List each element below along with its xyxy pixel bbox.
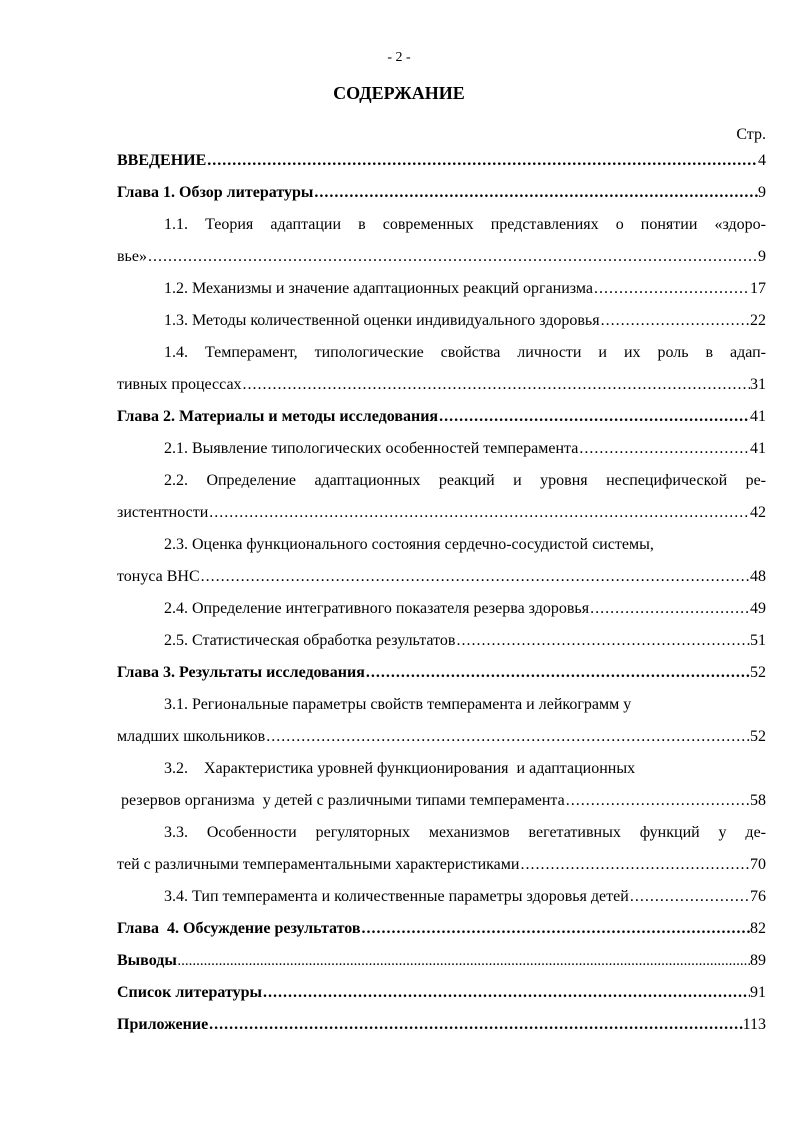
toc-entry-chapter-2[interactable] [117, 401, 766, 433]
toc-leader [147, 241, 758, 273]
toc-page: 41 [750, 408, 766, 425]
toc-leader [208, 497, 750, 529]
toc-page: 9 [758, 248, 766, 265]
toc-label: Список литературы [117, 984, 262, 1001]
toc-entry-2-1[interactable] [117, 433, 766, 465]
toc-label: Приложение [117, 1016, 209, 1033]
toc-label: младших школьников [117, 728, 266, 745]
toc-entry-chapter-1[interactable] [117, 177, 766, 209]
toc-entry-2-2-line2[interactable] [117, 497, 766, 529]
toc-entry-chapter-3[interactable] [117, 657, 766, 689]
toc-page: 31 [750, 376, 766, 393]
toc-leader [262, 977, 750, 1009]
toc-entry-1-3[interactable] [117, 305, 766, 337]
toc-entry-1-1-line2[interactable] [117, 241, 766, 273]
toc-label: Глава 2. Материалы и методы исследования [117, 408, 439, 425]
toc-page: 51 [750, 632, 766, 649]
toc-leader [361, 913, 750, 945]
toc-page: 41 [750, 440, 766, 457]
toc-entry-3-2-line2[interactable] [117, 785, 766, 817]
toc-entry-2-3-line1[interactable]: 2.3. Оценка функционального состояния сердечно-сосудистой системы, [164, 536, 654, 553]
toc-label: 2.1. Выявление типологических особенностей темперамента [164, 440, 579, 457]
toc-leader [208, 1009, 742, 1041]
toc-leader [313, 177, 758, 209]
toc-page: 4 [758, 152, 766, 169]
toc-label: ВВЕДЕНИЕ [117, 152, 207, 169]
toc-page: 52 [750, 664, 766, 681]
table-of-contents [117, 145, 766, 1041]
page-column-label: Стр. [736, 126, 766, 143]
toc-leader [438, 401, 750, 433]
toc-leader [365, 657, 750, 689]
toc-leader [265, 721, 750, 753]
toc-entry-2-3-line2[interactable] [117, 561, 766, 593]
toc-label: тонуса ВНС [117, 568, 200, 585]
toc-label: резервов организма у детей с различными типами темперамента [117, 792, 565, 809]
toc-leader [589, 593, 750, 625]
toc-label: 2.5. Статистическая обработка результатов [164, 632, 456, 649]
toc-page: 76 [750, 888, 766, 905]
toc-page: 58 [750, 792, 766, 809]
toc-entry-2-2-line1[interactable]: 2.2. Определение адаптационных реакций и уровня неспецифической ре- [164, 472, 766, 489]
toc-label: тей с различными темпераментальными характеристиками [117, 856, 520, 873]
toc-entry-1-2[interactable] [117, 273, 766, 305]
toc-entry-1-1-line1[interactable]: 1.1. Теория адаптации в современных представлениях о понятии «здоро- [164, 216, 766, 233]
toc-leader [565, 785, 750, 817]
toc-label: Глава 3. Результаты исследования [117, 664, 365, 681]
toc-leader [519, 849, 750, 881]
toc-entry-3-1-line1[interactable]: 3.1. Региональные параметры свойств темперамента и лейкограмм у [164, 696, 632, 713]
toc-entry-3-1-line2[interactable] [117, 721, 766, 753]
toc-entry-2-5[interactable] [117, 625, 766, 657]
toc-entry-1-4-line2[interactable] [117, 369, 766, 401]
page-title: СОДЕРЖАНИЕ [333, 83, 465, 103]
toc-page: 17 [750, 280, 766, 297]
toc-label: 1.3. Методы количественной оценки индивидуального здоровья [164, 312, 600, 329]
toc-leader [578, 433, 750, 465]
toc-page: 52 [750, 728, 766, 745]
toc-entry-chapter-4[interactable] [117, 913, 766, 945]
toc-entry-3-4[interactable] [117, 881, 766, 913]
page-number: - 2 - [387, 50, 411, 65]
toc-page: 89 [750, 952, 766, 969]
toc-label: Глава 4. Обсуждение результатов [117, 920, 361, 937]
toc-entry-references[interactable] [117, 977, 766, 1009]
toc-page: 42 [750, 504, 766, 521]
toc-label: Глава 1. Обзор литературы [117, 184, 314, 201]
toc-label: 2.4. Определение интегративного показателя резерва здоровья [164, 600, 590, 617]
toc-entry-3-3-line2[interactable] [117, 849, 766, 881]
toc-page: 70 [750, 856, 766, 873]
toc-entry-appendix[interactable] [117, 1009, 766, 1041]
toc-label: 3.4. Тип темперамента и количественные параметры здоровья детей [164, 888, 629, 905]
toc-page: 22 [750, 312, 766, 329]
toc-label: зистентности [117, 504, 209, 521]
toc-page: 113 [742, 1016, 766, 1033]
toc-label: тивных процессах [117, 376, 242, 393]
toc-entry-conclusions[interactable] [117, 945, 766, 977]
toc-leader [177, 946, 750, 977]
toc-page: 48 [750, 568, 766, 585]
toc-leader [455, 625, 750, 657]
toc-page: 82 [750, 920, 766, 937]
toc-entry-3-2-line1[interactable]: 3.2. Характеристика уровней функционирования и адаптационных [164, 760, 636, 777]
toc-entry-intro[interactable] [117, 145, 766, 177]
toc-label: вье» [117, 248, 147, 265]
toc-label: Выводы [117, 952, 177, 969]
toc-entry-2-4[interactable] [117, 593, 766, 625]
toc-leader [593, 273, 750, 305]
toc-page: 49 [750, 600, 766, 617]
toc-page: 9 [758, 184, 766, 201]
toc-leader [206, 145, 758, 177]
toc-leader [629, 881, 750, 913]
toc-entry-3-3-line1[interactable]: 3.3. Особенности регуляторных механизмов вегетативных функций у де- [164, 824, 766, 841]
toc-page: 91 [750, 984, 766, 1001]
toc-label: 1.2. Механизмы и значение адаптационных реакций организма [164, 280, 594, 297]
toc-leader [242, 369, 750, 401]
toc-leader [200, 561, 750, 593]
toc-entry-1-4-line1[interactable]: 1.4. Темперамент, типологические свойства личности и их роль в адап- [164, 344, 766, 361]
toc-leader [600, 305, 750, 337]
